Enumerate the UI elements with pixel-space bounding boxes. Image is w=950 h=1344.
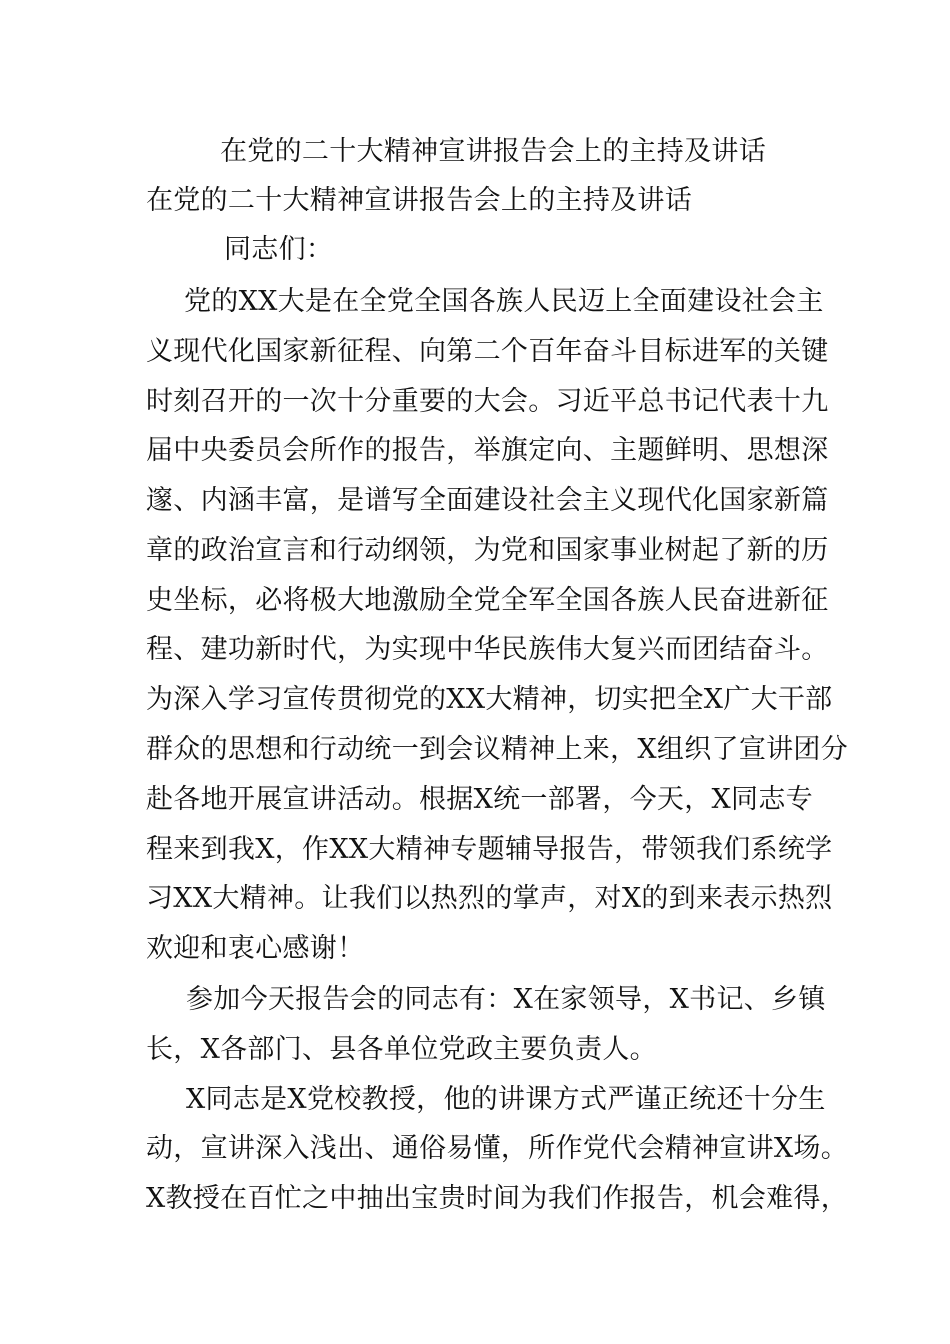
text-line: 参加今天报告会的同志有：X在家领导，X书记、乡镇 [186,984,826,1015]
text-line: X同志是X党校教授，他的讲课方式严谨正统还十分生 [186,1084,826,1115]
text-line: 程、建功新时代，为实现中华民族伟大复兴而团结奋斗。 [146,634,829,665]
text-line: 动，宣讲深入浅出、通俗易懂，所作党代会精神宣讲X场。 [146,1133,849,1164]
text-line: 史坐标，必将极大地激励全党全军全国各族人民奋进新征 [146,585,829,616]
text-line: 时刻召开的一次十分重要的大会。习近平总书记代表十九 [146,386,829,417]
text-line: 长，X各部门、县各单位党政主要负责人。 [146,1034,657,1065]
text-line: 为深入学习宣传贯彻党的XX大精神，切实把全X广大干部 [146,684,833,715]
text-line: 习XX大精神。让我们以热烈的掌声，对X的到来表示热烈 [146,883,833,914]
text-line: 章的政治宣言和行动纲领，为党和国家事业树起了新的历 [146,535,829,566]
salutation: 同志们： [224,234,334,265]
text-line: 邃、内涵丰富，是谱写全面建设社会主义现代化国家新篇 [146,485,829,516]
document-heading: 在党的二十大精神宣讲报告会上的主持及讲话 [220,136,766,167]
text-line: 程来到我X，作XX大精神专题辅导报告，带领我们系统学 [146,834,833,865]
document-subtitle: 在党的二十大精神宣讲报告会上的主持及讲话 [146,185,692,216]
text-line: 义现代化国家新征程、向第二个百年奋斗目标进军的关键 [146,336,829,367]
text-line: 赴各地开展宣讲活动。根据X统一部署，今天，X同志专 [146,784,813,815]
text-line: X教授在百忙之中抽出宝贵时间为我们作报告，机会难得， [146,1183,849,1214]
text-line: 党的XX大是在全党全国各族人民迈上全面建设社会主 [184,286,824,317]
text-line: 欢迎和衷心感谢！ [146,933,365,964]
text-line: 群众的思想和行动统一到会议精神上来，X组织了宣讲团分 [146,734,849,765]
text-line: 届中央委员会所作的报告，举旗定向、主题鲜明、思想深 [146,435,829,466]
